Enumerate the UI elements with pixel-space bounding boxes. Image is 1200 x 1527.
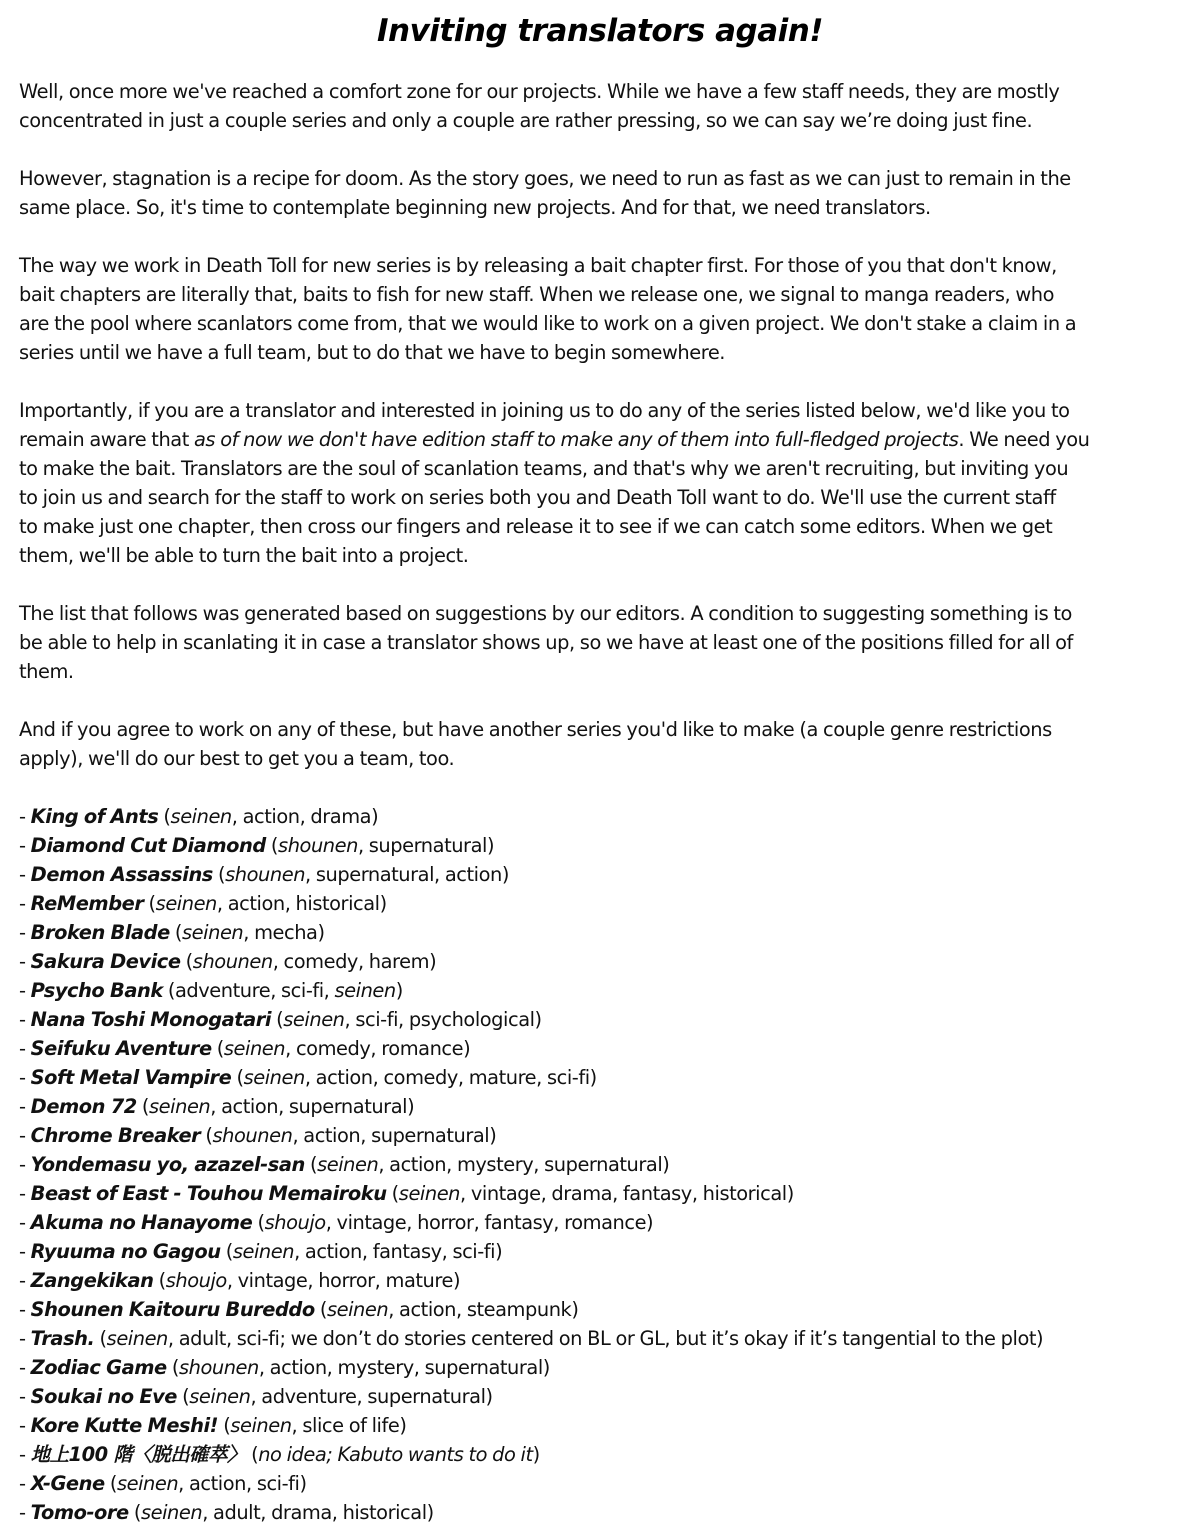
- list-bullet: -: [19, 863, 31, 886]
- series-genres: , vintage, drama, fantasy, historical): [460, 1182, 794, 1205]
- series-demographic: seinen: [155, 892, 217, 915]
- series-list-item: [19, 1005, 1181, 1034]
- series-genres: , comedy, romance): [285, 1037, 471, 1060]
- series-genres: (: [200, 1124, 213, 1147]
- text-line: And if you agree to work on any of these, but have another series you'd like to make (a couple genre restrictions: [19, 718, 1052, 741]
- series-title: X-Gene: [30, 1472, 105, 1495]
- list-bullet: -: [19, 1037, 31, 1060]
- series-demographic: seinen: [106, 1327, 168, 1350]
- series-title: Zangekikan: [30, 1269, 154, 1292]
- text-line: to join us and search for the staff to work on series both you and Death Toll want to do. We'll use the current staff: [19, 486, 1056, 509]
- series-list-item: [19, 1353, 1181, 1382]
- series-genres: (: [136, 1095, 150, 1118]
- series-title: Tomo-ore: [30, 1501, 129, 1524]
- series-title: Chrome Breaker: [30, 1124, 201, 1147]
- paragraph-importantly: [19, 396, 1181, 570]
- text-line: same place. So, it's time to contemplate beginning new projects. And for that, we need translators.: [19, 196, 931, 219]
- series-title: Diamond Cut Diamond: [30, 834, 266, 857]
- text-line: them.: [19, 660, 74, 683]
- series-title: 地上100 階〈脱出確萃〉: [30, 1443, 246, 1466]
- list-bullet: -: [19, 1472, 31, 1495]
- series-demographic: shounen: [278, 834, 358, 857]
- series-genres: , action, mystery, supernatural): [378, 1153, 670, 1176]
- series-genres: , action, supernatural): [210, 1095, 415, 1118]
- series-list-item: [19, 1498, 1181, 1527]
- series-title: Trash.: [30, 1327, 95, 1350]
- series-demographic: shounen: [212, 1124, 293, 1147]
- series-genres: , action, steampunk): [388, 1298, 579, 1321]
- series-genres: , supernatural, action): [305, 863, 509, 886]
- series-demographic: shoujo: [165, 1269, 227, 1292]
- series-list-item: [19, 1411, 1181, 1440]
- series-genres: , action, drama): [231, 805, 379, 828]
- series-genres: , vintage, horror, mature): [226, 1269, 461, 1292]
- series-demographic: seinen: [140, 1501, 203, 1524]
- series-title: Soukai no Eve: [30, 1385, 178, 1408]
- text-segment: . We need you: [958, 428, 1090, 451]
- list-bullet: -: [19, 1385, 31, 1408]
- text-line: to make just one chapter, then cross our fingers and release it to see if we can catch some editors. When we get: [19, 515, 1053, 538]
- series-list-item: [19, 1063, 1181, 1092]
- series-title: Nana Toshi Monogatari: [30, 1008, 272, 1031]
- list-bullet: -: [19, 1443, 31, 1466]
- series-list-item: [19, 1440, 1181, 1469]
- list-bullet: -: [19, 1414, 31, 1437]
- text-line-mixed: [19, 425, 1181, 454]
- series-demographic: shounen: [178, 1356, 259, 1379]
- list-bullet: -: [19, 1501, 31, 1524]
- list-bullet: -: [19, 921, 31, 944]
- series-genres: , slice of life): [291, 1414, 407, 1437]
- series-list-item: [19, 1237, 1181, 1266]
- series-demographic: seinen: [149, 1095, 211, 1118]
- series-list: [19, 802, 1181, 1527]
- series-genres: , supernatural): [357, 834, 495, 857]
- paragraph-intro: [19, 77, 1181, 135]
- series-title: Demon 72: [30, 1095, 137, 1118]
- series-genres: , action, comedy, mature, sci-fi): [304, 1066, 597, 1089]
- series-genres: ): [395, 979, 403, 1002]
- series-genres: (: [169, 921, 183, 944]
- series-demographic: shoujo: [264, 1211, 326, 1234]
- series-list-item: [19, 802, 1181, 831]
- series-title: Beast of East - Touhou Memairoku: [30, 1182, 387, 1205]
- series-demographic: seinen: [243, 1066, 305, 1089]
- list-bullet: -: [19, 892, 31, 915]
- text-line: be able to help in scanlating it in case a translator shows up, so we have at least one of the positions filled for all of: [19, 631, 1073, 654]
- paragraph-other-series: [19, 715, 1181, 773]
- series-genres: (: [211, 1037, 224, 1060]
- series-title: Ryuuma no Gagou: [30, 1240, 221, 1263]
- series-demographic: shounen: [225, 863, 306, 886]
- series-title: Soft Metal Vampire: [30, 1066, 232, 1089]
- series-title: Shounen Kaitouru Bureddo: [30, 1298, 315, 1321]
- series-title: Akuma no Hanayome: [30, 1211, 253, 1234]
- series-title: Zodiac Game: [30, 1356, 167, 1379]
- series-demographic: seinen: [223, 1037, 286, 1060]
- series-genres: (: [166, 1356, 179, 1379]
- series-list-item: [19, 1295, 1181, 1324]
- list-bullet: -: [19, 1095, 31, 1118]
- list-bullet: -: [19, 1356, 31, 1379]
- series-genres: , vintage, horror, fantasy, romance): [325, 1211, 654, 1234]
- list-bullet: -: [19, 979, 31, 1002]
- series-genres: (: [177, 1385, 190, 1408]
- series-genres: (: [252, 1211, 265, 1234]
- paragraph-bait-chapters: [19, 251, 1181, 367]
- series-genres: (adventure, sci-fi,: [162, 979, 335, 1002]
- list-bullet: -: [19, 1008, 31, 1031]
- series-list-item: [19, 1382, 1181, 1411]
- series-demographic: seinen: [317, 1153, 379, 1176]
- list-bullet: -: [19, 1211, 31, 1234]
- series-title: Psycho Bank: [30, 979, 163, 1002]
- list-bullet: -: [19, 1298, 31, 1321]
- list-bullet: -: [19, 1327, 31, 1350]
- series-genres: , comedy, harem): [272, 950, 437, 973]
- text-segment: remain aware that: [19, 428, 194, 451]
- series-demographic: seinen: [283, 1008, 345, 1031]
- series-list-item: [19, 1324, 1181, 1353]
- series-genres: ): [532, 1443, 540, 1466]
- text-line: bait chapters are literally that, baits to fish for new staff. When we release one, we signal to manga readers, who: [19, 283, 1054, 306]
- text-line: The list that follows was generated based on suggestions by our editors. A condition to suggesting something is to: [19, 602, 1072, 625]
- series-title: Demon Assassins: [30, 863, 213, 886]
- series-list-item: [19, 1208, 1181, 1237]
- series-genres: (: [94, 1327, 107, 1350]
- series-list-item: [19, 1469, 1181, 1498]
- series-genres: (: [304, 1153, 318, 1176]
- text-line: However, stagnation is a recipe for doom. As the story goes, we need to run as fast as we can just to remain in the: [19, 167, 1071, 190]
- list-bullet: -: [19, 1182, 31, 1205]
- list-bullet: -: [19, 1153, 31, 1176]
- series-genres: (: [231, 1066, 244, 1089]
- series-genres: (: [143, 892, 156, 915]
- list-bullet: -: [19, 1269, 31, 1292]
- series-title: Kore Kutte Meshi!: [30, 1414, 219, 1437]
- series-list-item: [19, 1034, 1181, 1063]
- series-genres: (: [245, 1443, 259, 1466]
- series-title: ReMember: [30, 892, 144, 915]
- text-line: Well, once more we've reached a comfort zone for our projects. While we have a few staff needs, they are mostly: [19, 80, 1060, 103]
- page-title: Inviting translators again!: [376, 13, 824, 49]
- list-bullet: -: [19, 1066, 31, 1089]
- series-list-item: [19, 918, 1181, 947]
- series-demographic: seinen: [230, 1414, 292, 1437]
- series-genres: (: [212, 863, 226, 886]
- series-genres: (: [158, 805, 171, 828]
- series-genres: (: [314, 1298, 327, 1321]
- series-genres: (: [128, 1501, 141, 1524]
- series-genres: , mecha): [243, 921, 325, 944]
- text-line: them, we'll be able to turn the bait into a project.: [19, 544, 469, 567]
- series-genres: (: [153, 1269, 166, 1292]
- series-list-item: [19, 831, 1181, 860]
- series-title: Broken Blade: [30, 921, 170, 944]
- text-line: are the pool where scanlators come from, that we would like to work on a given project. We don't stake a claim in a: [19, 312, 1077, 335]
- series-list-item: [19, 1150, 1181, 1179]
- series-title: Seifuku Aventure: [30, 1037, 212, 1060]
- series-genres: , action, historical): [216, 892, 387, 915]
- series-genres: , adult, sci-fi; we don’t do stories centered on BL or GL, but it’s okay if it’s tangential to the plot): [167, 1327, 1044, 1350]
- series-list-item: [19, 947, 1181, 976]
- series-genres: , action, supernatural): [292, 1124, 497, 1147]
- series-genres: (: [271, 1008, 284, 1031]
- paragraph-stagnation: [19, 164, 1181, 222]
- text-line: concentrated in just a couple series and only a couple are rather pressing, so we can say we’re doing just fine.: [19, 109, 1033, 132]
- series-demographic: shounen: [192, 950, 273, 973]
- series-demographic: seinen: [170, 805, 232, 828]
- series-list-item: [19, 1179, 1181, 1208]
- series-genres: , action, fantasy, sci-fi): [294, 1240, 503, 1263]
- series-demographic: seinen: [398, 1182, 461, 1205]
- series-demographic: seinen: [182, 921, 244, 944]
- series-genres: , sci-fi, psychological): [344, 1008, 542, 1031]
- series-genres: (: [218, 1414, 231, 1437]
- text-line: Importantly, if you are a translator and interested in joining us to do any of the series listed below, we'd like you to: [19, 399, 1070, 422]
- list-bullet: -: [19, 1240, 31, 1263]
- text-line: The way we work in Death Toll for new series is by releasing a bait chapter first. For those of you that don't know,: [19, 254, 1057, 277]
- list-bullet: -: [19, 834, 31, 857]
- text-line: apply), we'll do our best to get you a team, too.: [19, 747, 455, 770]
- text-line: series until we have a full team, but to do that we have to begin somewhere.: [19, 341, 726, 364]
- series-title: Sakura Device: [30, 950, 181, 973]
- series-genres: (: [104, 1472, 117, 1495]
- series-list-item: [19, 1121, 1181, 1150]
- text-line: to make the bait. Translators are the soul of scanlation teams, and that's why we aren't recruiting, but inviting you: [19, 457, 1069, 480]
- list-bullet: -: [19, 950, 31, 973]
- series-genres: , action, sci-fi): [178, 1472, 307, 1495]
- series-genres: , action, mystery, supernatural): [258, 1356, 550, 1379]
- series-genres: (: [180, 950, 193, 973]
- list-bullet: -: [19, 1124, 31, 1147]
- series-demographic: seinen: [334, 979, 396, 1002]
- list-bullet: -: [19, 805, 31, 828]
- series-genres: , adventure, supernatural): [250, 1385, 493, 1408]
- series-genres: (: [265, 834, 279, 857]
- series-demographic: seinen: [189, 1385, 251, 1408]
- series-title: King of Ants: [30, 805, 159, 828]
- series-list-item: [19, 1092, 1181, 1121]
- series-genres: (: [386, 1182, 399, 1205]
- italic-emphasis: as of now we don't have edition staff to make any of them into full-fledged projects: [194, 428, 959, 451]
- series-list-item: [19, 860, 1181, 889]
- series-genres: (: [220, 1240, 233, 1263]
- series-genres: , adult, drama, historical): [202, 1501, 434, 1524]
- series-list-item: [19, 1266, 1181, 1295]
- series-title: Yondemasu yo, azazel-san: [30, 1153, 305, 1176]
- series-demographic: seinen: [116, 1472, 179, 1495]
- paragraph-list-intro: [19, 599, 1181, 686]
- series-demographic: seinen: [232, 1240, 295, 1263]
- series-list-item: [19, 976, 1181, 1005]
- series-list-item: [19, 889, 1181, 918]
- article-body: [0, 77, 1181, 1527]
- series-demographic: no idea; Kabuto wants to do it: [258, 1443, 533, 1466]
- series-demographic: seinen: [326, 1298, 389, 1321]
